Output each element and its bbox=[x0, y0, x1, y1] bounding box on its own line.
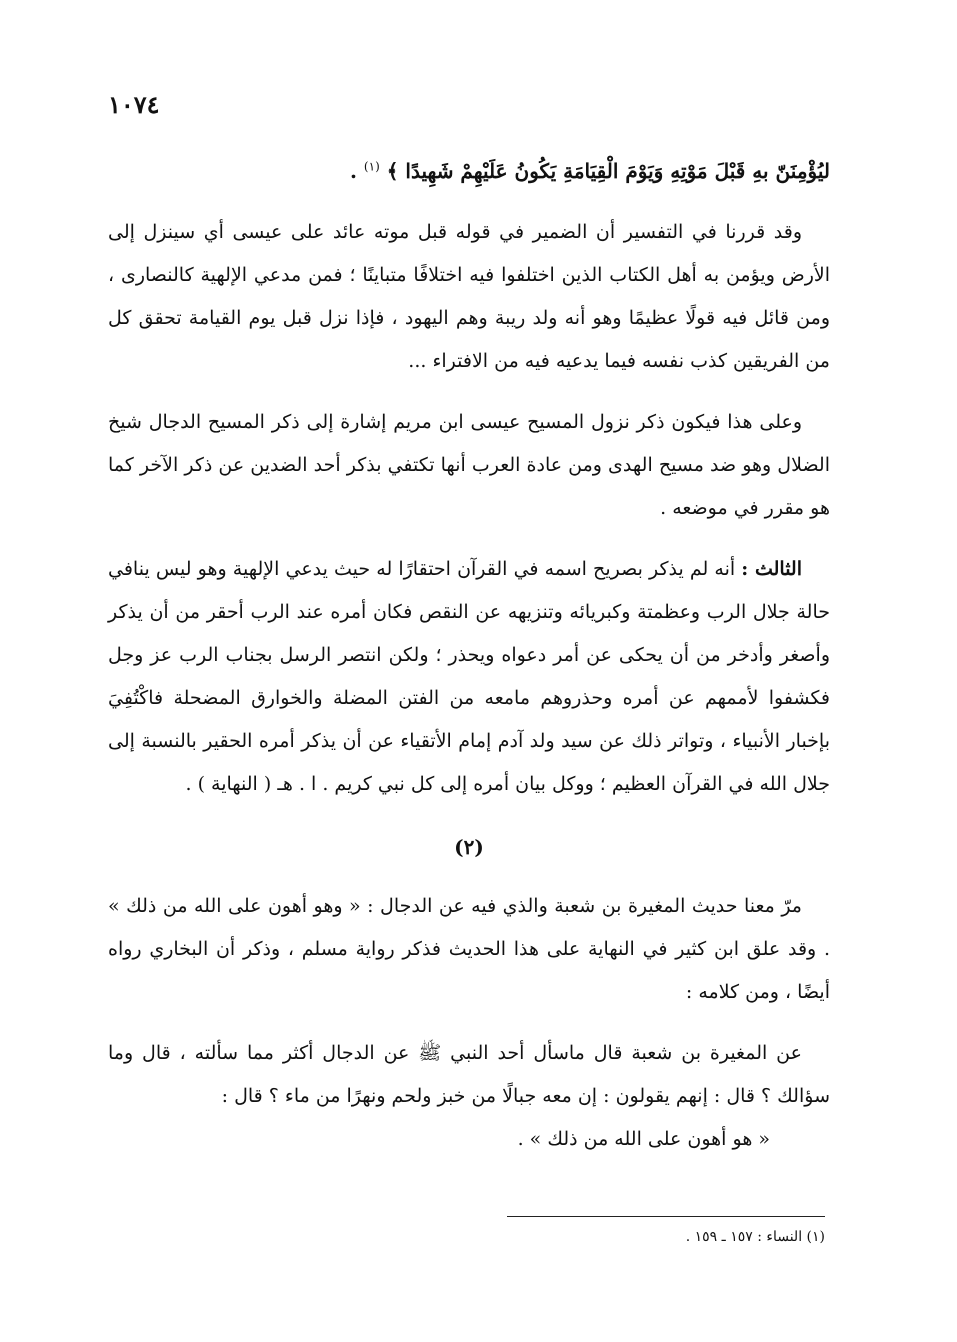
footnote-divider bbox=[507, 1216, 825, 1217]
verse-text: ليُؤْمِنَنّ بهِ قَبْلَ مَوْتِهِ وَيَوْمَ الْقِيَامَةِ يَكُونُ عَلَيْهِمْ شَهِيدًا ﴾ bbox=[386, 159, 830, 183]
verse-end: . bbox=[349, 159, 357, 183]
third-text: أنه لم يذكر بصريح اسمه في القرآن احتقارًا له حيث يدعي الإلهية وهو ليس ينافي حالة جلال الرب وعظمتة وكبريائه وتنزيهه عن النقص فكان أمره عند الرب أحقر من أن يذكر وأصغر وأدخر من أن يحكى عن أمر دعواه ويحذر ؛ ولكن انتصر الرسل بجناب الرب عز وجل فكشفوا لأممهم عن أمره وحذروهم مامعه من الفتن المضلة والخوارق المضحلة فاكْتُفِيَ بإخبار الأنبياء ، وتواتر ذلك عن سيد ولد آدم إمام الأتقياء عن أن يذكر أمره الحقير بالنسبة إلى جلال الله في القرآن العظيم ؛ ووكل بيان أمره إلى كل نبي كريم . ا . هـ ( النهاية ) . bbox=[108, 558, 830, 795]
footnote: (١) النساء : ١٥٧ ـ ١٥٩ . bbox=[685, 1229, 825, 1245]
paragraph-dajjal-mention: وعلى هذا فيكون ذكر نزول المسيح عيسى ابن مريم إشارة إلى ذكر المسيح الدجال شيخ الضلال وهو ضد مسيح الهدى ومن عادة العرب أنها تكتفي بذكر أحد الضدين عن ذكر الآخر كما هو مقرر في موضعه . bbox=[108, 411, 830, 519]
page-number: ١٠٧٤ bbox=[108, 90, 160, 119]
section-number: (٢) bbox=[454, 835, 484, 859]
paragraph-third-reason bbox=[108, 548, 830, 806]
paragraph-mughira-hadith: مرّ معنا حديث المغيرة بن شعبة والذي فيه عن الدجال : « وهو أهون على الله من ذلك » . وقد علق ابن كثير في النهاية على هذا الحديث فذكر رواية مسلم ، وذكر أن البخاري رواه أيضًا ، ومن كلامه : bbox=[108, 895, 830, 1003]
footnote-ref[interactable]: (١) bbox=[363, 159, 380, 174]
hadith-quote: « هو أهون على الله من ذلك » . bbox=[517, 1128, 770, 1150]
paragraph-hadith-text: عن المغيرة بن شعبة قال ماسأل أحد النبي ﷺ عن الدجال أكثر مما سألته ، قال وما سؤالك ؟ قال : إنهم يقولون : إن معه جبالًا من خبز ولحم ونهرًا من ماء ؟ قال : bbox=[108, 1042, 830, 1107]
third-lead: الثالث : bbox=[741, 558, 802, 580]
paragraph-tafsir: وقد قررنا في التفسير أن الضمير في قوله قبل موته عائد على عيسى أي سينزل إلى الأرض ويؤمن به أهل الكتاب الذين اختلفوا فيه اختلافًا متباينًا ؛ فمن مدعي الإلهية كالنصارى ، ومن قائل فيه قولًا عظيمًا وهو أنه ولد ريبة وهم اليهود ، فإذا نزل قبل يوم القيامة تحقق كل من الفريقين كذب نفسه فيما يدعيه فيه من الافتراء ... bbox=[108, 221, 830, 372]
main-text bbox=[108, 150, 830, 1161]
quran-verse bbox=[108, 150, 830, 193]
